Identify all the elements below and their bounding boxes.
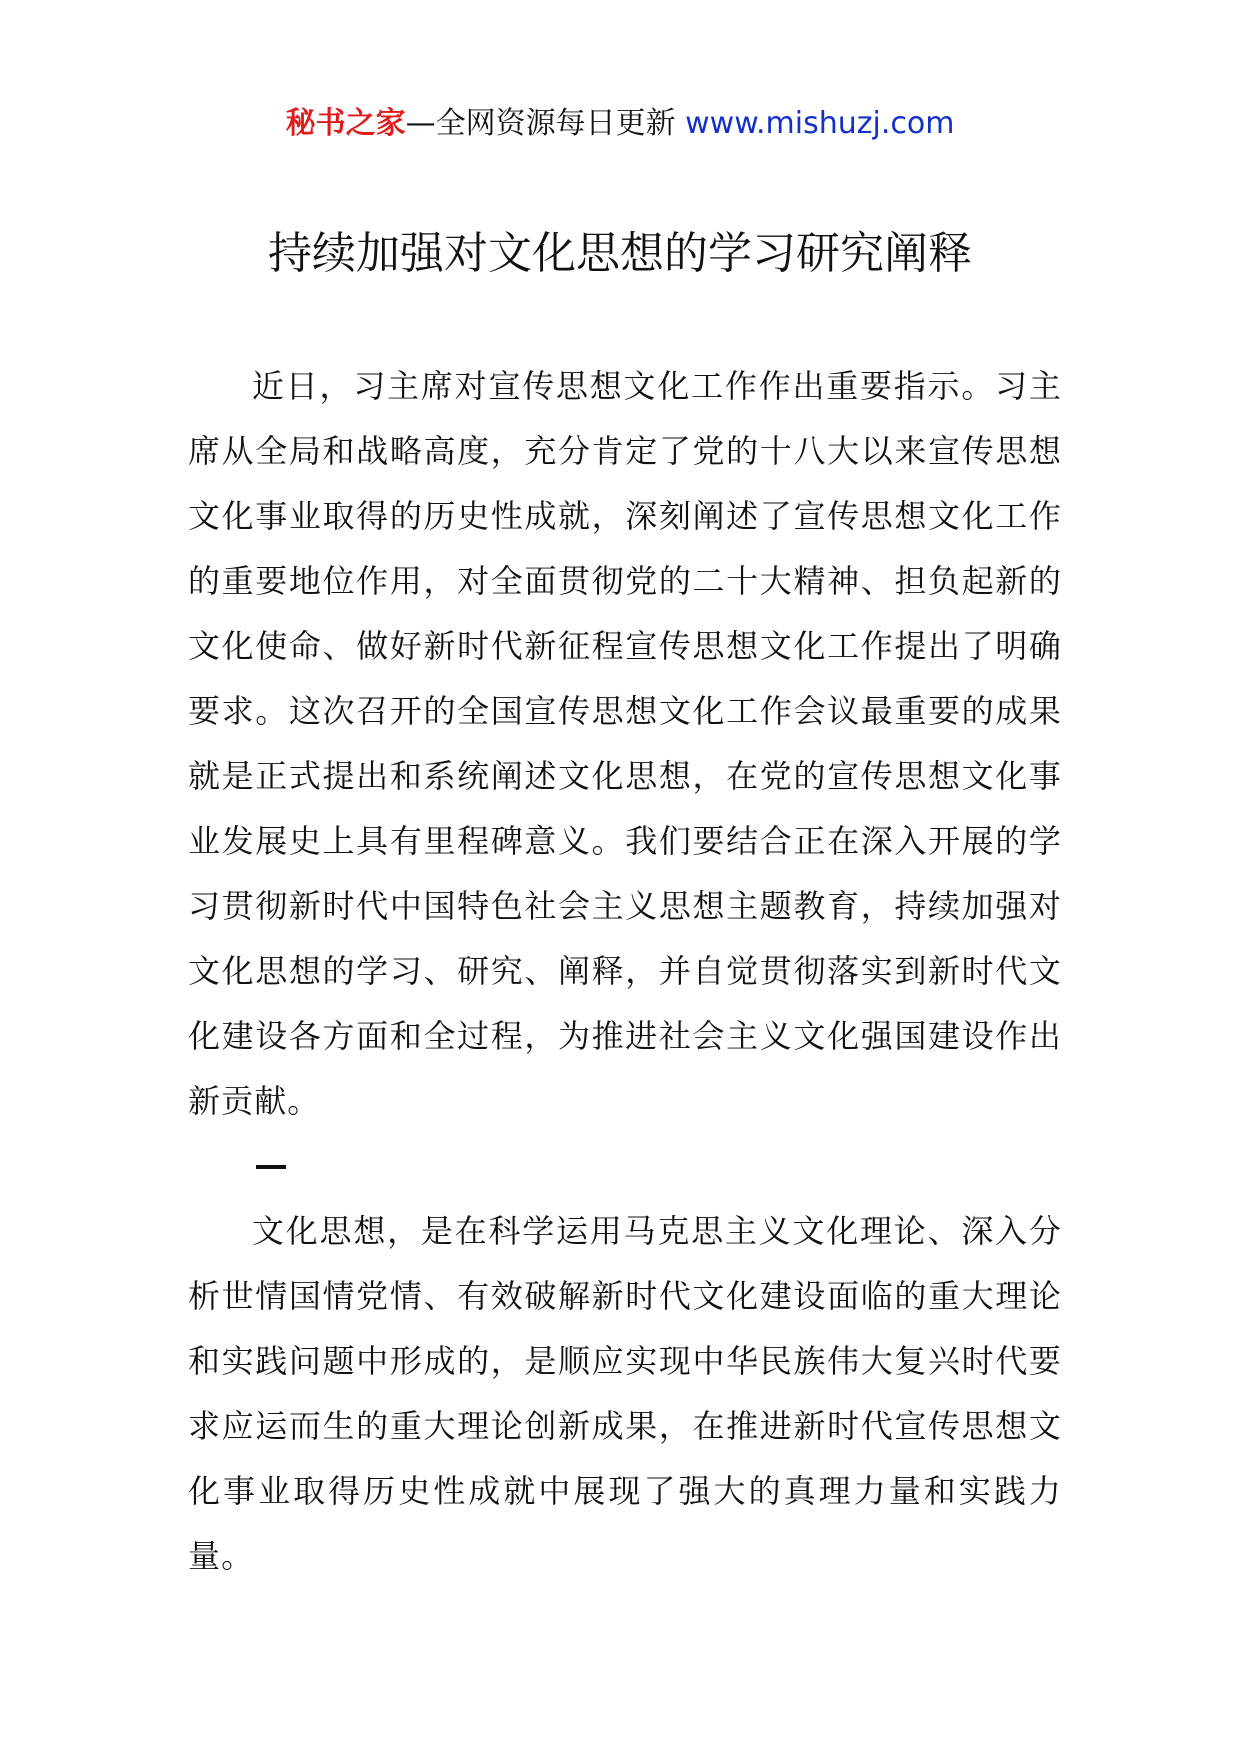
site-header [0, 100, 1240, 148]
site-tagline: —全网资源每日更新 [405, 106, 676, 141]
section-heading-one [188, 1134, 1062, 1199]
document-body [188, 354, 1062, 1589]
site-url-link[interactable]: www.mishuzj.com [685, 106, 955, 141]
paragraph-intro: 近日，习主席对宣传思想文化工作作出重要指示。习主席从全局和战略高度，充分肯定了党的十八大以来宣传思想文化事业取得的历史性成就，深刻阐述了宣传思想文化工作的重要地位作用，对全面贯彻党的二十大精神、担负起新的文化使命、做好新时代新征程宣传思想文化工作提出了明确要求。这次召开的全国宣传思想文化工作会议最重要的成果就是正式提出和系统阐述文化思想，在党的宣传思想文化事业发展史上具有里程碑意义。我们要结合正在深入开展的学习贯彻新时代中国特色社会主义思想主题教育，持续加强对文化思想的学习、研究、阐释，并自觉贯彻落实到新时代文化建设各方面和全过程，为推进社会主义文化强国建设作出新贡献。 [188, 367, 1062, 1120]
site-brand: 秘书之家 [285, 106, 406, 141]
paragraph-section-one: 文化思想，是在科学运用马克思主义文化理论、深入分析世情国情党情、有效破解新时代文化建设面临的重大理论和实践问题中形成的，是顺应实现中华民族伟大复兴时代要求应运而生的重大理论创新成果，在推进新时代宣传思想文化事业取得历史性成就中展现了强大的真理力量和实践力量。 [188, 1212, 1062, 1575]
document-title: 持续加强对文化思想的学习研究阐释 [268, 228, 972, 279]
section-dash-mark [256, 1165, 286, 1169]
